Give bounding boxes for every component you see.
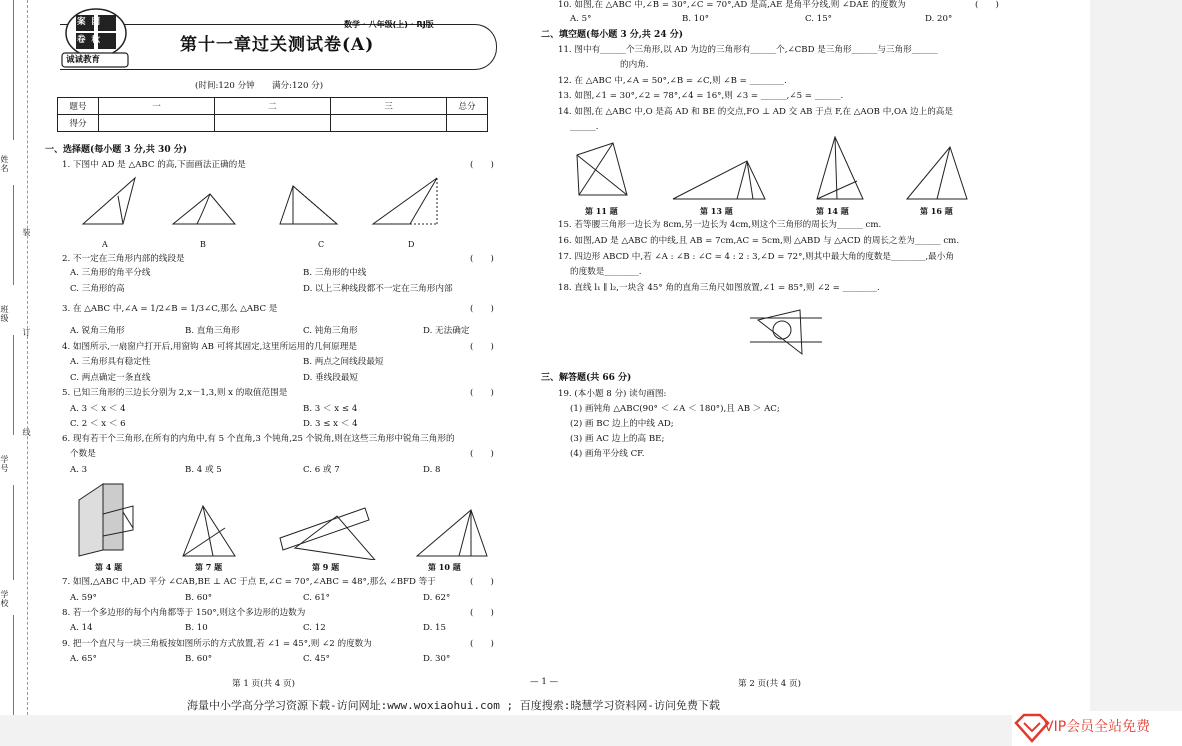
logo-caption: 诚诚教育 <box>66 55 101 65</box>
sub-item: (1) 画钝角 △ABC(90° ＜ ∠A ＜ 180°),且 AB ＞ AC; <box>570 404 780 414</box>
question-text: ______. <box>570 122 599 132</box>
question-text: 16. 如图,AD 是 △ABC 的中线,且 AB = 7cm,AC = 5cm,则 △ABD 与 △ACD 的周长之差为______ cm. <box>558 236 960 246</box>
figure-caption: 第 9 题 <box>312 562 340 572</box>
answer-bracket: ( ) <box>470 160 494 170</box>
page-number-left: 第 1 页(共 4 页) <box>232 679 295 689</box>
vip-badge-text[interactable]: VIP会员全站免费 <box>1044 719 1151 735</box>
question-text: 14. 如图,在 △ABC 中,O 是高 AD 和 BE 的交点,FO ⊥ AD 交 AB 于点 F,在 △AOB 中,OA 边上的高是 <box>558 107 953 117</box>
margin-school-label: 学校 <box>0 590 9 608</box>
answer-bracket: ( ) <box>470 304 494 314</box>
score-label: 得分 <box>58 115 99 132</box>
option-text: C. 12 <box>303 623 326 633</box>
question-text: 1. 下图中 AD 是 △ABC 的高,下面画法正确的是 <box>62 160 246 170</box>
logo-text: 卷秋 <box>77 35 107 45</box>
option-text: D. 以上三种线段都不一定在三角形内部 <box>303 284 453 294</box>
question-text: 11. 图中有______个三角形,以 AD 为边的三角形有______个,∠CBD 是三角形______与三角形______ <box>558 45 938 55</box>
option-text: D. 15 <box>423 623 446 633</box>
download-banner[interactable]: 海量中小学高分学习资源下载-访问网址:www.woxiaohui.com ; 百度搜索:晓慧学习资料网-访问免费下载 <box>187 699 720 712</box>
q1-option-label: A <box>102 240 108 249</box>
q4-q10-figures <box>75 478 495 560</box>
option-text: B. 10° <box>682 14 710 24</box>
option-text: B. 两点之间线段最短 <box>303 357 384 367</box>
margin-class-label: 班级 <box>0 305 9 323</box>
option-text: D. 3 ≤ x ＜ 4 <box>303 419 358 429</box>
option-text: B. 三角形的中线 <box>303 268 367 278</box>
page-title: 第十一章过关测试卷(A) <box>180 35 375 55</box>
logo-text: 案团 <box>77 17 107 27</box>
option-text: C. 45° <box>303 654 330 664</box>
figure-caption: 第 11 题 <box>585 206 618 216</box>
option-text: D. 无法确定 <box>423 326 470 336</box>
page-number-right: 第 2 页(共 4 页) <box>738 679 801 689</box>
score-cell[interactable] <box>215 115 331 132</box>
q18-figure <box>750 296 830 356</box>
question-text: 个数是 <box>70 449 96 459</box>
q1-option-label: D <box>408 240 415 249</box>
figure-caption: 第 10 题 <box>428 562 461 572</box>
option-text: C. 15° <box>805 14 832 24</box>
option-text: D. 垂线段最短 <box>303 373 359 383</box>
question-text: 12. 在 △ABC 中,∠A = 50°,∠B = ∠C,则 ∠B = ________. <box>558 76 787 86</box>
question-text: 13. 如图,∠1 = 30°,∠2 = 78°,∠4 = 16°,则 ∠3 = ______,∠5 = ______. <box>558 91 844 101</box>
option-text: B. 60° <box>185 654 213 664</box>
time-info: (时间:120 分钟 满分:120 分) <box>195 81 324 91</box>
option-text: A. 三角形具有稳定性 <box>70 357 151 367</box>
option-text: A. 5° <box>570 14 592 24</box>
option-text: D. 62° <box>423 593 451 603</box>
fold-dashed-line <box>27 0 28 715</box>
answer-bracket: ( ) <box>470 449 494 459</box>
subject-line: 数学 · 八年级(上) · RJ版 <box>344 20 434 29</box>
margin-line <box>13 335 14 435</box>
answer-bracket: ( ) <box>470 577 494 587</box>
option-text: C. 2 ＜ x ＜ 6 <box>70 419 126 429</box>
sub-item: (2) 画 BC 边上的中线 AD; <box>570 419 674 429</box>
figure-caption: 第 7 题 <box>195 562 223 572</box>
option-text: D. 8 <box>423 465 441 475</box>
option-text: B. 3 ＜ x ≤ 4 <box>303 404 358 414</box>
question-text: 9. 把一个直尺与一块三角板按如图所示的方式放置,若 ∠1 = 45°,则 ∠2 的度数为 <box>62 639 372 649</box>
answer-bracket: ( ) <box>470 608 494 618</box>
question-text: 18. 直线 l₁ ∥ l₂,一块含 45° 角的直角三角尺如图放置,∠1 = 85°,则 ∠2 = ________. <box>558 283 880 293</box>
option-text: C. 三角形的高 <box>70 284 125 294</box>
margin-line <box>13 0 14 140</box>
score-table <box>57 97 488 132</box>
question-text: 7. 如图,△ABC 中,AD 平分 ∠CAB,BE ⊥ AC 于点 E,∠C = 70°,∠ABC = 48°,那么 ∠BFD 等于 <box>62 577 436 587</box>
sub-item: (4) 画角平分线 CF. <box>570 449 645 459</box>
q1-option-label: B <box>200 240 206 249</box>
score-head: 二 <box>215 98 331 115</box>
option-text: C. 两点确定一条直线 <box>70 373 151 383</box>
answer-bracket: ( ) <box>975 0 999 10</box>
margin-bind-label: 装 <box>22 228 31 237</box>
question-text: 8. 若一个多边形的每个内角都等于 150°,则这个多边形的边数为 <box>62 608 306 618</box>
score-cell[interactable] <box>99 115 215 132</box>
score-head: 题号 <box>58 98 99 115</box>
question-text: 5. 已知三角形的三边长分别为 2,x－1,3,则 x 的取值范围是 <box>62 388 288 398</box>
q1-option-label: C <box>318 240 325 249</box>
question-text: 3. 在 △ABC 中,∠A = 1/2∠B = 1/3∠C,那么 △ABC 是 <box>62 304 278 314</box>
margin-bind-label: 订 <box>22 328 31 337</box>
option-text: B. 直角三角形 <box>185 326 240 336</box>
answer-bracket: ( ) <box>470 639 494 649</box>
option-text: D. 30° <box>423 654 451 664</box>
score-head: 三 <box>331 98 447 115</box>
question-text: 4. 如图所示,一扇窗户打开后,用窗钩 AB 可将其固定,这里所运用的几何原理是 <box>62 342 357 352</box>
option-text: C. 6 或 7 <box>303 465 340 475</box>
option-text: A. 3 ＜ x ＜ 4 <box>70 404 126 414</box>
question-text: 2. 不一定在三角形内部的线段是 <box>62 254 185 264</box>
figure-caption: 第 16 题 <box>920 206 953 216</box>
margin-bind-label: 线 <box>22 428 31 437</box>
section-heading: 三、解答题(共 66 分) <box>541 373 632 383</box>
section-heading: 二、填空题(每小题 3 分,共 24 分) <box>541 30 683 40</box>
score-head: 一 <box>99 98 215 115</box>
margin-line <box>13 185 14 285</box>
question-text: 19. (本小题 8 分) 读句画图: <box>558 389 667 399</box>
margin-line <box>13 485 14 580</box>
score-cell[interactable] <box>447 115 488 132</box>
score-head: 总分 <box>447 98 488 115</box>
answer-bracket: ( ) <box>470 388 494 398</box>
option-text: C. 61° <box>303 593 330 603</box>
figure-caption: 第 13 题 <box>700 206 733 216</box>
score-cell[interactable] <box>331 115 447 132</box>
page-number-center: — 1 — <box>530 677 559 687</box>
question-text: 10. 如图,在 △ABC 中,∠B = 30°,∠C = 70°,AD 是高,AE 是角平分线,则 ∠DAE 的度数为 <box>558 0 906 10</box>
answer-bracket: ( ) <box>470 254 494 264</box>
question-text: 6. 现有若干个三角形,在所有的内角中,有 5 个直角,3 个钝角,25 个锐角,则在这些三角形中锐角三角形的 <box>62 434 455 444</box>
option-text: A. 3 <box>70 465 88 475</box>
option-text: B. 10 <box>185 623 208 633</box>
figure-caption: 第 4 题 <box>95 562 123 572</box>
question-text: 17. 四边形 ABCD 中,若 ∠A : ∠B : ∠C = 4 : 2 : 3,∠D = 72°,则其中最大角的度数是________,最小角 <box>558 252 954 262</box>
question-text: 的内角. <box>620 60 649 70</box>
figure-caption: 第 14 题 <box>816 206 849 216</box>
option-text: B. 60° <box>185 593 213 603</box>
option-text: C. 钝角三角形 <box>303 326 358 336</box>
fill-in-figures <box>565 133 985 205</box>
margin-number-label: 学号 <box>0 455 9 473</box>
option-text: D. 20° <box>925 14 953 24</box>
option-text: A. 65° <box>70 654 97 664</box>
margin-name-label: 姓名 <box>0 155 9 173</box>
question-text: 的度数是________. <box>570 267 642 277</box>
section-heading: 一、选择题(每小题 3 分,共 30 分) <box>45 145 187 155</box>
sub-item: (3) 画 AC 边上的高 BE; <box>570 434 665 444</box>
question-text: 15. 若等腰三角形一边长为 8cm,另一边长为 4cm,则这个三角形的周长为______ cm. <box>558 220 882 230</box>
option-text: A. 锐角三角形 <box>70 326 125 336</box>
option-text: A. 14 <box>70 623 93 633</box>
option-text: A. 59° <box>70 593 97 603</box>
option-text: A. 三角形的角平分线 <box>70 268 151 278</box>
answer-bracket: ( ) <box>470 342 494 352</box>
option-text: B. 4 或 5 <box>185 465 222 475</box>
margin-line <box>13 615 14 715</box>
q1-figures <box>75 172 455 237</box>
